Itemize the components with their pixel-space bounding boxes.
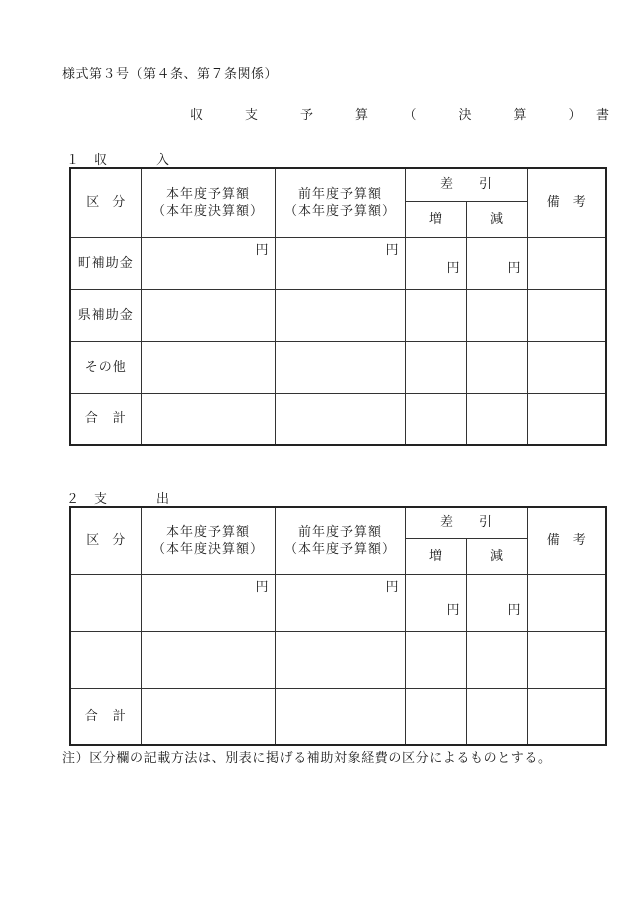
income-cell-increase[interactable] (405, 237, 466, 289)
previous-budget-label: 前年度予算額 (297, 524, 382, 540)
expenditure-cell-remarks[interactable] (527, 688, 606, 745)
yen-unit: 円 (255, 579, 269, 595)
yen-unit: 円 (446, 602, 460, 618)
current-settlement-label: （本年度決算額） (151, 203, 264, 219)
expenditure-cell-remarks[interactable] (527, 574, 606, 631)
income-header-increase (405, 201, 466, 237)
category-header-label: 区 分 (86, 195, 126, 211)
income-cell-previous[interactable] (275, 341, 405, 393)
income-header-remarks (527, 168, 606, 237)
previous-subtitle-label: （本年度予算額） (283, 541, 396, 557)
decrease-label: 減 (490, 548, 504, 564)
income-section-number: １ (66, 153, 80, 168)
yen-unit: 円 (385, 242, 399, 258)
row-label-other: その他 (70, 341, 141, 393)
income-header-current (141, 168, 275, 237)
income-header-row (70, 168, 606, 201)
expenditure-header-previous (275, 507, 405, 574)
expenditure-title-char2: 出 (156, 492, 170, 507)
previous-subtitle-label: （本年度予算額） (283, 203, 396, 219)
income-cell-increase[interactable] (405, 289, 466, 341)
expenditure-section-number: ２ (66, 492, 80, 507)
row-label-total: 合 計 (70, 688, 141, 745)
expenditure-cell-category[interactable] (70, 574, 141, 631)
income-cell-decrease[interactable] (466, 237, 527, 289)
row-label-prefecture-subsidy: 県補助金 (70, 289, 141, 341)
table-row (70, 341, 606, 393)
yen-unit: 円 (507, 602, 521, 618)
expenditure-header-remarks (527, 507, 606, 574)
expenditure-section-title (66, 488, 169, 507)
income-cell-remarks[interactable] (527, 289, 606, 341)
difference-label: 差 引 (440, 515, 493, 531)
income-cell-remarks[interactable] (527, 237, 606, 289)
document-title: 収 支 予 算 （ 決 算 ）書 (190, 108, 624, 123)
income-header-difference (405, 168, 527, 201)
expenditure-cell-increase[interactable] (405, 688, 466, 745)
income-cell-increase[interactable] (405, 341, 466, 393)
previous-budget-label: 前年度予算額 (297, 186, 382, 202)
income-cell-previous[interactable] (275, 289, 405, 341)
expenditure-header-difference (405, 507, 527, 538)
income-cell-increase[interactable] (405, 393, 466, 445)
form-number: 様式第３号（第４条、第７条関係） (62, 67, 279, 82)
income-header-decrease (466, 201, 527, 237)
row-label-total: 合 計 (70, 393, 141, 445)
income-section-title (66, 149, 169, 168)
expenditure-cell-increase[interactable] (405, 574, 466, 631)
expenditure-cell-decrease[interactable] (466, 631, 527, 688)
increase-label: 増 (428, 548, 442, 564)
yen-unit: 円 (507, 260, 521, 276)
yen-unit: 円 (255, 242, 269, 258)
remarks-label: 備 考 (546, 195, 586, 211)
income-cell-remarks[interactable] (527, 341, 606, 393)
income-cell-current[interactable] (141, 393, 275, 445)
expenditure-header-increase (405, 538, 466, 574)
current-settlement-label: （本年度決算額） (151, 541, 264, 557)
row-label-town-subsidy: 町補助金 (70, 237, 141, 289)
expenditure-cell-current[interactable] (141, 688, 275, 745)
income-header-previous (275, 168, 405, 237)
current-budget-label: 本年度予算額 (165, 524, 250, 540)
increase-label: 増 (428, 211, 442, 227)
expenditure-cell-increase[interactable] (405, 631, 466, 688)
decrease-label: 減 (490, 211, 504, 227)
table-row (70, 289, 606, 341)
expenditure-cell-category[interactable] (70, 631, 141, 688)
difference-label: 差 引 (440, 177, 493, 193)
expenditure-cell-previous[interactable] (275, 574, 405, 631)
income-title-char2: 入 (156, 153, 170, 168)
expenditure-title-char1: 支 (94, 492, 108, 507)
income-cell-current[interactable] (141, 289, 275, 341)
expenditure-cell-current[interactable] (141, 631, 275, 688)
expenditure-header-row (70, 507, 606, 538)
footnote: 注）区分欄の記載方法は、別表に掲げる補助対象経費の区分によるものとする。 (62, 751, 552, 766)
yen-unit: 円 (385, 579, 399, 595)
income-cell-decrease[interactable] (466, 393, 527, 445)
expenditure-header-current (141, 507, 275, 574)
income-cell-current[interactable] (141, 237, 275, 289)
income-cell-decrease[interactable] (466, 341, 527, 393)
income-table (69, 167, 607, 446)
current-budget-label: 本年度予算額 (165, 186, 250, 202)
yen-unit: 円 (446, 260, 460, 276)
expenditure-cell-decrease[interactable] (466, 688, 527, 745)
remarks-label: 備 考 (546, 533, 586, 549)
table-row (70, 237, 606, 289)
expenditure-cell-previous[interactable] (275, 631, 405, 688)
table-row (70, 393, 606, 445)
income-header-category (70, 168, 141, 237)
income-cell-current[interactable] (141, 341, 275, 393)
expenditure-cell-previous[interactable] (275, 688, 405, 745)
expenditure-header-category (70, 507, 141, 574)
expenditure-table (69, 506, 607, 746)
table-row (70, 574, 606, 631)
expenditure-cell-current[interactable] (141, 574, 275, 631)
expenditure-header-decrease (466, 538, 527, 574)
table-row (70, 688, 606, 745)
category-header-label: 区 分 (86, 533, 126, 549)
expenditure-cell-decrease[interactable] (466, 574, 527, 631)
income-cell-remarks[interactable] (527, 393, 606, 445)
income-cell-decrease[interactable] (466, 289, 527, 341)
income-cell-previous[interactable] (275, 237, 405, 289)
table-row (70, 631, 606, 688)
income-title-char1: 収 (94, 153, 108, 168)
expenditure-cell-remarks[interactable] (527, 631, 606, 688)
income-cell-previous[interactable] (275, 393, 405, 445)
